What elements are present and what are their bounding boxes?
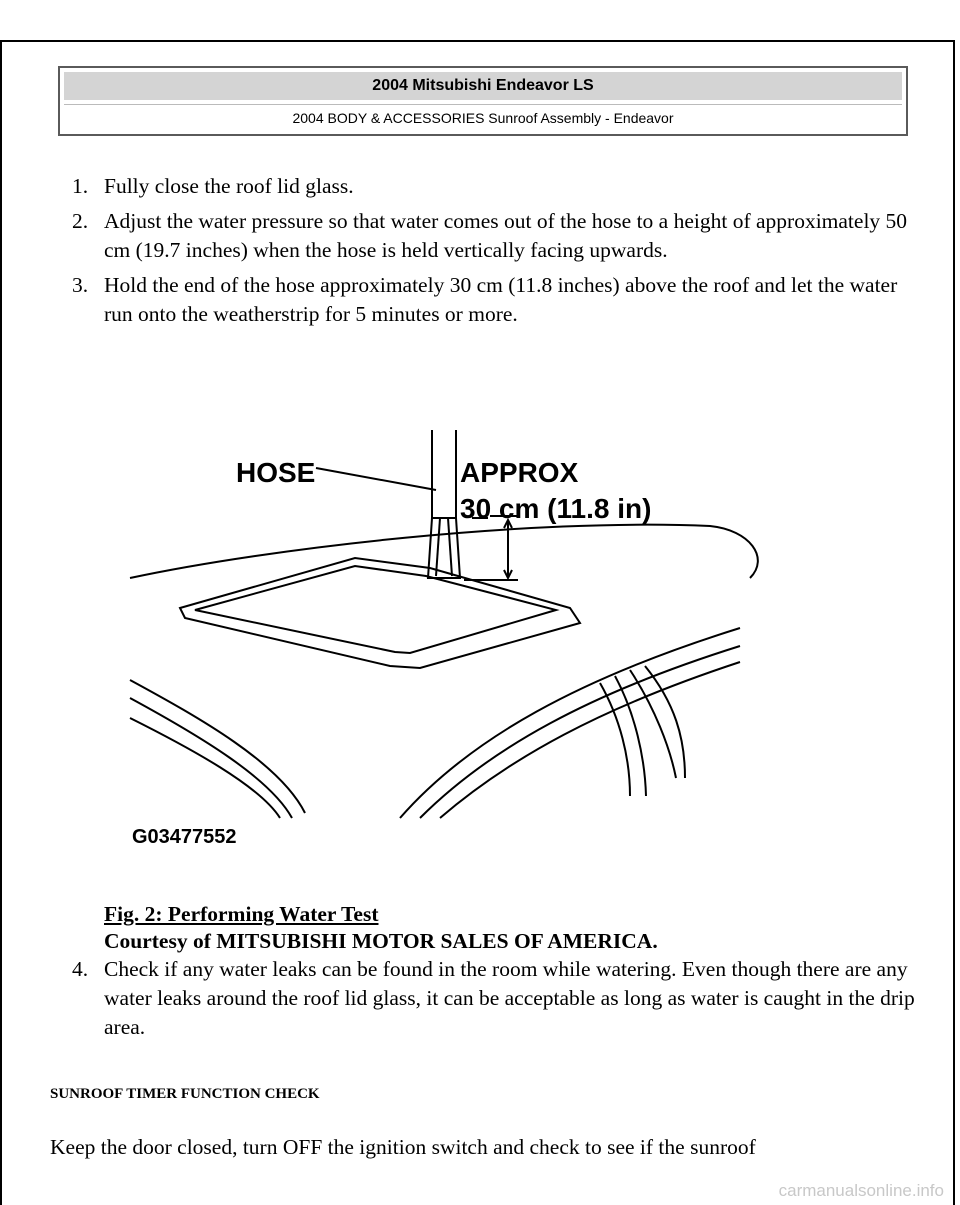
water-test-illustration	[110, 418, 870, 858]
step-item	[0, 271, 955, 329]
step-item	[0, 172, 955, 201]
watermark: carmanualsonline.info	[778, 1181, 944, 1200]
step-text: Check if any water leaks can be found in the room while watering. Even though there are any water leaks around the roof lid glass, it can be acceptable as long as water is caught in the drip area.	[104, 957, 915, 1039]
step-number: 4.	[72, 957, 89, 981]
window-frame-right-2	[420, 646, 740, 818]
step-text: Adjust the water pressure so that water comes out of the hose to a height of approximately 50 cm (19.7 inches) when the hose is held vertically facing upwards.	[104, 209, 908, 262]
section-paragraph: Keep the door closed, turn OFF the ignition switch and check to see if the sunroof	[50, 1135, 756, 1159]
section-heading: SUNROOF TIMER FUNCTION CHECK	[50, 1086, 320, 1102]
document-header	[58, 66, 908, 136]
procedure-steps-first	[0, 172, 955, 335]
step-text: Fully close the roof lid glass.	[104, 174, 354, 198]
door-frame-left-1	[130, 680, 305, 813]
step-number: 1.	[72, 174, 89, 198]
step-item	[0, 207, 955, 265]
pillar-line-3	[630, 670, 676, 778]
door-frame-left-3	[130, 718, 280, 818]
door-frame-left-2	[130, 698, 292, 818]
step-number: 2.	[72, 209, 89, 233]
procedure-steps-second	[0, 955, 955, 1048]
label-approx: APPROX	[460, 457, 579, 488]
step-item	[0, 955, 955, 1042]
hose-stream-1	[436, 518, 440, 576]
pillar-line-2	[615, 676, 646, 796]
sunroof-frame-outer	[180, 558, 580, 668]
hose-pointer-line	[316, 468, 436, 490]
step-text: Hold the end of the hose approximately 30 cm (11.8 inches) above the roof and let the water run onto the weatherstrip for 5 minutes or more.	[104, 273, 898, 326]
label-hose: HOSE	[236, 457, 316, 488]
figure-caption-courtesy: Courtesy of MITSUBISHI MOTOR SALES OF AMERICA.	[104, 929, 658, 953]
roof-curve	[130, 525, 758, 578]
figure-caption-title[interactable]: Fig. 2: Performing Water Test	[104, 902, 379, 926]
label-distance: 30 cm (11.8 in)	[460, 493, 652, 524]
figure-code: G03477552	[132, 826, 237, 848]
step-number: 3.	[72, 273, 89, 297]
header-subtitle: 2004 BODY & ACCESSORIES Sunroof Assembly - Endeavor	[64, 104, 902, 131]
hose-stream-2	[448, 518, 452, 576]
figure-caption	[104, 901, 658, 955]
header-title: 2004 Mitsubishi Endeavor LS	[64, 72, 902, 100]
